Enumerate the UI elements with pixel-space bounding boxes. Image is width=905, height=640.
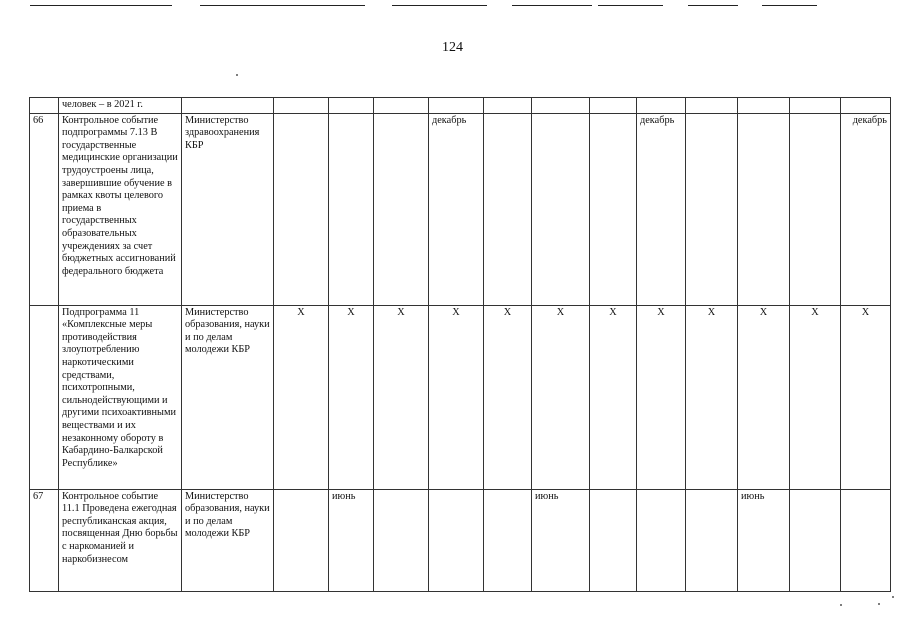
schedule-mark-cell: [686, 113, 738, 305]
scan-artifact-line: [598, 5, 663, 6]
schedule-mark-cell: X: [790, 305, 841, 489]
schedule-mark-cell: [590, 113, 637, 305]
scan-speck: [236, 74, 238, 76]
event-name-cell: человек – в 2021 г.: [59, 98, 182, 114]
scan-speck: [840, 604, 842, 606]
schedule-mark-cell: [637, 98, 686, 114]
schedule-mark-cell: X: [374, 305, 429, 489]
schedule-mark-cell: [790, 113, 841, 305]
schedule-mark-cell: [429, 98, 484, 114]
schedule-mark-cell: [374, 113, 429, 305]
schedule-mark-cell: [841, 489, 891, 591]
schedule-mark-cell: X: [484, 305, 532, 489]
schedule-mark-cell: июнь: [532, 489, 590, 591]
scan-artifact-line: [688, 5, 738, 6]
schedule-mark-cell: [637, 489, 686, 591]
event-name-cell: Контрольное событие 11.1 Проведена ежегодная республиканская акция, посвященная Дню борьбы с наркоманией и наркобизнесом: [59, 489, 182, 591]
schedule-mark-cell: X: [274, 305, 329, 489]
schedule-mark-cell: [484, 489, 532, 591]
schedule-mark-cell: [329, 98, 374, 114]
scan-speck: [892, 596, 894, 598]
schedule-mark-cell: [738, 113, 790, 305]
schedule-mark-cell: [790, 98, 841, 114]
event-name-cell: Контрольное событие подпрограммы 7.13 В государственные медицинские организации трудоустроены лица, завершившие обучение в рамках квоты целевого приема в государственных образовательных учреждениях за счет бюджетных ассигнований федерального бюджета: [59, 113, 182, 305]
schedule-mark-cell: [686, 489, 738, 591]
table-row: [30, 305, 891, 489]
schedule-mark-cell: [841, 98, 891, 114]
schedule-mark-cell: декабрь: [429, 113, 484, 305]
schedule-mark-cell: X: [329, 305, 374, 489]
schedule-mark-cell: X: [429, 305, 484, 489]
table-row: [30, 113, 891, 305]
schedule-mark-cell: X: [532, 305, 590, 489]
executor-cell: [182, 98, 274, 114]
schedule-mark-cell: [590, 489, 637, 591]
schedule-mark-cell: [374, 489, 429, 591]
schedule-mark-cell: [532, 98, 590, 114]
schedule-mark-cell: X: [590, 305, 637, 489]
schedule-mark-cell: декабрь: [841, 113, 891, 305]
event-name-cell: Подпрограмма 11 «Комплексные меры противодействия злоупотреблению наркотическими средствами, психотропными, сильнодействующими и другими психоактивными веществами и их незаконному обороту в Кабардино-Балкарской Республике»: [59, 305, 182, 489]
page-number: 124: [442, 40, 463, 55]
scan-artifact-line: [200, 5, 365, 6]
schedule-table: [29, 97, 891, 592]
executor-cell: Министерство образования, науки и по делам молодежи КБР: [182, 305, 274, 489]
schedule-mark-cell: [329, 113, 374, 305]
scan-artifact-line: [30, 5, 172, 6]
schedule-mark-cell: [738, 98, 790, 114]
schedule-mark-cell: [429, 489, 484, 591]
row-number-cell: 67: [30, 489, 59, 591]
schedule-mark-cell: [274, 489, 329, 591]
scan-speck: [878, 603, 880, 605]
table-row: [30, 98, 891, 114]
schedule-mark-cell: X: [637, 305, 686, 489]
scan-artifact-line: [392, 5, 487, 6]
schedule-mark-cell: [532, 113, 590, 305]
schedule-mark-cell: декабрь: [637, 113, 686, 305]
schedule-table-body: [30, 98, 891, 592]
schedule-mark-cell: X: [738, 305, 790, 489]
scan-artifact-line: [762, 5, 817, 6]
schedule-mark-cell: [484, 113, 532, 305]
schedule-mark-cell: X: [686, 305, 738, 489]
schedule-mark-cell: [686, 98, 738, 114]
schedule-mark-cell: [790, 489, 841, 591]
schedule-mark-cell: X: [841, 305, 891, 489]
executor-cell: Министерство здравоохранения КБР: [182, 113, 274, 305]
table-row: [30, 489, 891, 591]
scan-artifact-line: [512, 5, 592, 6]
schedule-mark-cell: [590, 98, 637, 114]
row-number-cell: 66: [30, 113, 59, 305]
schedule-mark-cell: [274, 113, 329, 305]
schedule-mark-cell: [274, 98, 329, 114]
row-number-cell: [30, 98, 59, 114]
schedule-mark-cell: [374, 98, 429, 114]
schedule-mark-cell: [484, 98, 532, 114]
row-number-cell: [30, 305, 59, 489]
executor-cell: Министерство образования, науки и по делам молодежи КБР: [182, 489, 274, 591]
schedule-mark-cell: июнь: [738, 489, 790, 591]
schedule-mark-cell: июнь: [329, 489, 374, 591]
